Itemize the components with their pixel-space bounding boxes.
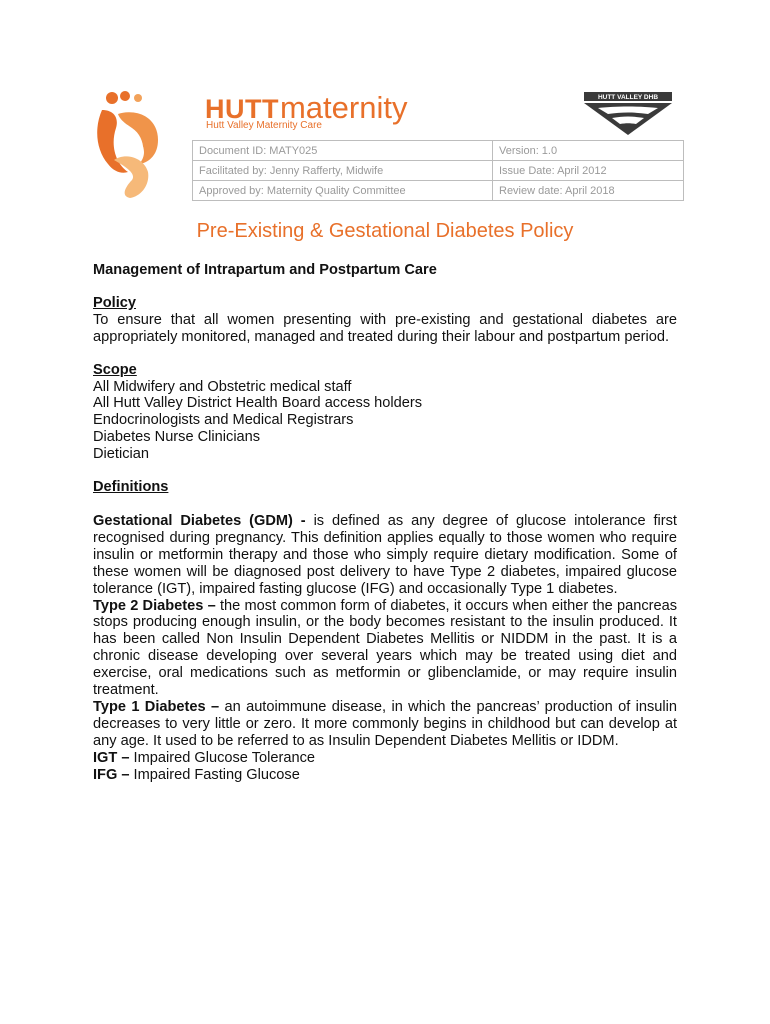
definition-term: Type 2 Diabetes – bbox=[93, 597, 220, 614]
scope-item: All Hutt Valley District Health Board access holders bbox=[93, 395, 423, 412]
definition-type2 bbox=[93, 598, 677, 699]
definition-term: IGT – bbox=[93, 749, 134, 766]
definition-igt bbox=[93, 750, 677, 767]
facilitated-by-cell: Facilitated by: Jenny Rafferty, Midwife bbox=[193, 161, 493, 181]
hutt-maternity-logo-icon bbox=[92, 88, 164, 200]
scope-item: All Midwifery and Obstetric medical staff bbox=[93, 378, 352, 395]
dhb-label: HUTT VALLEY DHB bbox=[597, 94, 659, 101]
document-info-table bbox=[192, 140, 684, 201]
document-body bbox=[93, 262, 677, 783]
definition-text: the most common form of diabetes, it occurs when either the pancreas stops producing enough insulin, or the body becomes resistant to the insulin produced. It has been called Non Insulin Dependent Diabetes Mellitis or NIDDM in the past. It is a chronic disease developing over several years which may be treated using diet and exercise, oral medications such as metformin or glibenclamide, or may require insulin treatment. bbox=[93, 597, 678, 699]
definition-ifg bbox=[93, 767, 677, 784]
document-id-cell: Document ID: MATY025 bbox=[193, 141, 493, 161]
review-date-cell: Review date: April 2018 bbox=[493, 181, 684, 201]
brand-tagline: Hutt Valley Maternity Care bbox=[206, 120, 322, 131]
scope-item: Diabetes Nurse Clinicians bbox=[93, 429, 261, 446]
brand-maternity: maternity bbox=[279, 90, 408, 125]
page-title: Pre-Existing & Gestational Diabetes Policy bbox=[196, 220, 574, 242]
policy-text: To ensure that all women presenting with pre-existing and gestational diabetes are appropriately monitored, managed and treated during their labour and postpartum period. bbox=[93, 311, 677, 345]
hutt-valley-dhb-logo bbox=[584, 92, 672, 136]
version-cell: Version: 1.0 bbox=[493, 141, 684, 161]
approved-by-cell: Approved by: Maternity Quality Committee bbox=[193, 181, 493, 201]
policy-heading: Policy bbox=[93, 294, 136, 311]
definition-text: Impaired Fasting Glucose bbox=[133, 766, 300, 783]
definition-term: Gestational Diabetes (GDM) - bbox=[93, 512, 314, 529]
scope-heading: Scope bbox=[93, 361, 137, 378]
definition-text: Impaired Glucose Tolerance bbox=[133, 749, 315, 766]
definition-text: an autoimmune disease, in which the pancreas’ production of insulin decreases to very little or zero. It more commonly begins in childhood but can develop at any age. It used to be referred to as Insulin Dependent Diabetes Mellitis or IDDM. bbox=[93, 698, 677, 749]
definition-gdm bbox=[93, 513, 677, 598]
definition-term: Type 1 Diabetes – bbox=[93, 698, 225, 715]
definitions-heading: Definitions bbox=[93, 479, 169, 496]
definition-type1 bbox=[93, 699, 677, 750]
issue-date-cell: Issue Date: April 2012 bbox=[493, 161, 684, 181]
table-row bbox=[193, 161, 684, 181]
table-row bbox=[193, 181, 684, 201]
brand-hutt: HUTT bbox=[205, 94, 279, 124]
scope-item: Dietician bbox=[93, 446, 149, 463]
definition-term: IFG – bbox=[93, 766, 134, 783]
definition-text: is defined as any degree of glucose intolerance first recognised during pregnancy. This definition applies equally to those women who require insulin or metformin therapy and those who simply require dietary modification. Some of these women will be diagnosed post delivery to have Type 2 diabetes, impaired glucose tolerance (IGT), impaired fasting glucose (IFG) and occasionally Type 1 diabetes. bbox=[93, 512, 677, 597]
scope-item: Endocrinologists and Medical Registrars bbox=[93, 412, 354, 429]
table-row bbox=[193, 141, 684, 161]
subtitle: Management of Intrapartum and Postpartum Care bbox=[93, 262, 437, 278]
